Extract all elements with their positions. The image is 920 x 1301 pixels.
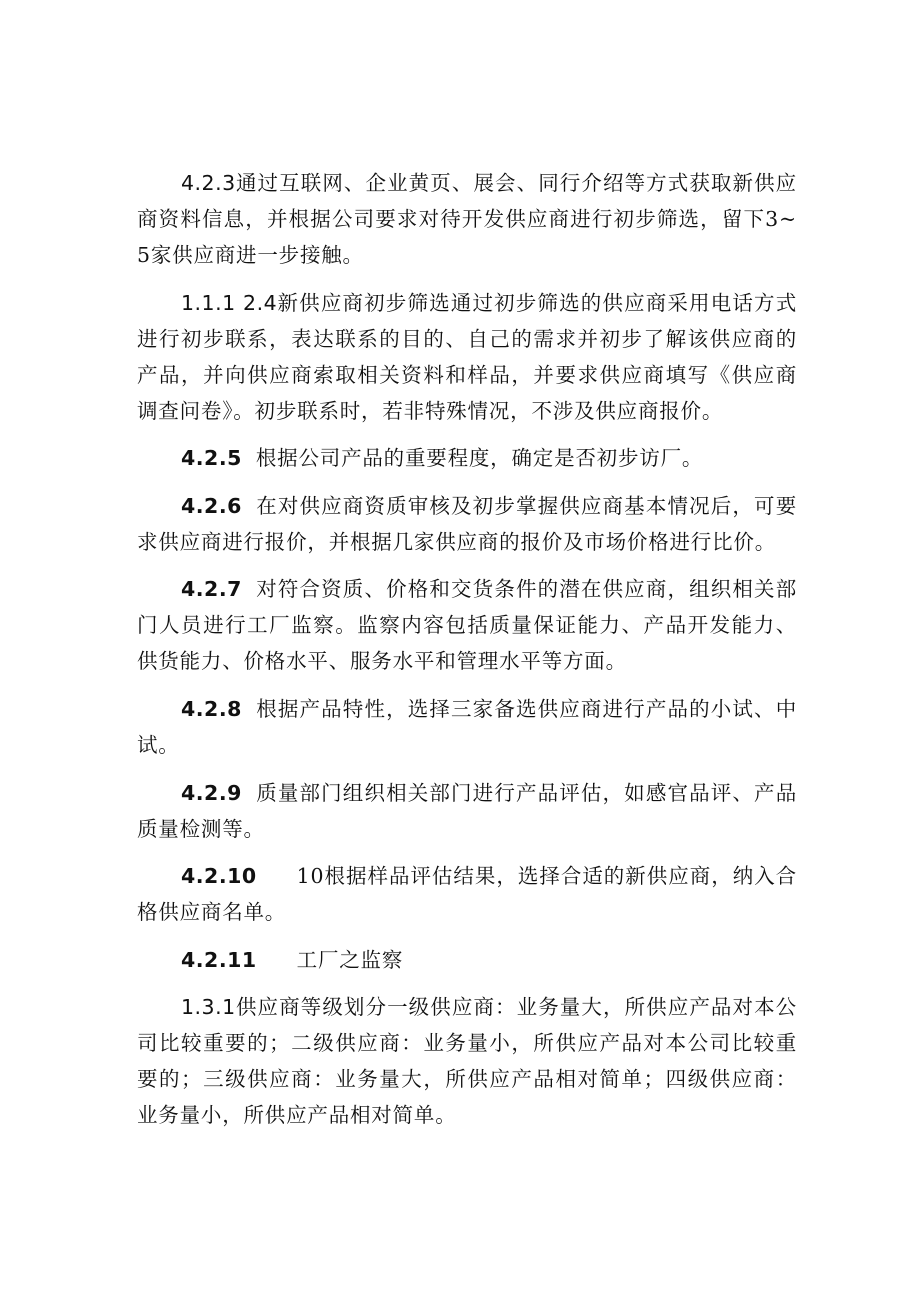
paragraph-4-2-7 bbox=[137, 571, 797, 679]
clause-text: 工厂之监察 bbox=[296, 947, 404, 972]
clause-text: 供应商等级划分一级供应商：业务量大，所供应产品对本公司比较重要的；二级供应商：业务量小，所供应产品对本公司比较重要的；三级供应商：业务量大，所供应产品相对简单；四级供应商：业务量小，所供应产品相对简单。 bbox=[137, 995, 797, 1128]
clause-number: 4.2.6 bbox=[181, 493, 242, 518]
clause-number: 4.2.11 bbox=[181, 947, 257, 972]
paragraph-4-2-6 bbox=[137, 488, 797, 560]
clause-number: 4.2.5 bbox=[181, 446, 242, 471]
paragraph-4-2-10 bbox=[137, 858, 797, 930]
clause-number: 1.3.1 bbox=[181, 995, 236, 1020]
document-body bbox=[137, 165, 797, 1133]
paragraph-4-2-5 bbox=[137, 440, 797, 476]
clause-text: 通过互联网、企业黄页、展会、同行介绍等方式获取新供应商资料信息，并根据公司要求对待开发供应商进行初步筛选，留下3~5家供应商进一步接触。 bbox=[137, 171, 797, 267]
clause-text: 质量部门组织相关部门进行产品评估，如感官品评、产品质量检测等。 bbox=[137, 780, 797, 841]
clause-number: 1.1.1 2.4 bbox=[181, 290, 278, 315]
clause-number: 4.2.9 bbox=[181, 780, 242, 805]
clause-number: 4.2.3 bbox=[181, 171, 236, 195]
paragraph-1-3-1 bbox=[137, 989, 797, 1133]
clause-number: 4.2.7 bbox=[181, 577, 242, 602]
clause-number: 4.2.10 bbox=[181, 864, 257, 889]
clause-text: 新供应商初步筛选通过初步筛选的供应商采用电话方式进行初步联系，表达联系的目的、自己的需求并初步了解该供应商的产品，并向供应商索取相关资料和样品，并要求供应商填写《供应商调查问卷》。初步联系时，若非特殊情况，不涉及供应商报价。 bbox=[137, 290, 797, 423]
clause-text: 对符合资质、价格和交货条件的潜在供应商，组织相关部门人员进行工厂监察。监察内容包括质量保证能力、产品开发能力、供货能力、价格水平、服务水平和管理水平等方面。 bbox=[137, 577, 797, 674]
paragraph-4-2-11 bbox=[137, 942, 797, 978]
clause-text: 根据产品特性，选择三家备选供应商进行产品的小试、中试。 bbox=[137, 696, 797, 757]
paragraph-4-2-8 bbox=[137, 691, 797, 763]
clause-number: 4.2.8 bbox=[181, 696, 242, 721]
paragraph-4-2-9 bbox=[137, 775, 797, 847]
paragraph-1-1-1-2-4 bbox=[137, 285, 797, 429]
clause-text: 根据公司产品的重要程度，确定是否初步访厂。 bbox=[255, 446, 704, 471]
paragraph-4-2-3 bbox=[137, 165, 797, 273]
clause-text: 10根据样品评估结果，选择合适的新供应商，纳入合格供应商名单。 bbox=[137, 864, 797, 925]
clause-text: 在对供应商资质审核及初步掌握供应商基本情况后，可要求供应商进行报价，并根据几家供应商的报价及市场价格进行比价。 bbox=[137, 493, 797, 554]
